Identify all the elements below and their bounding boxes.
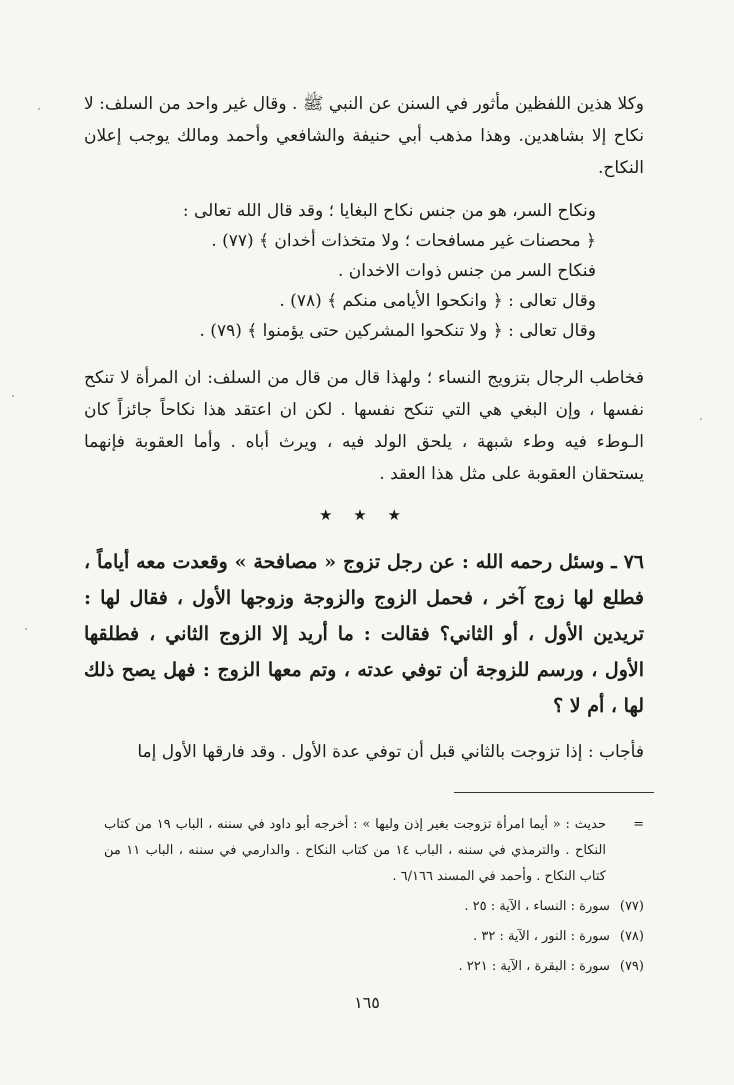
main-text — [84, 88, 644, 768]
footnote-79 — [104, 954, 644, 980]
footnote-text: سورة : البقرة ، الآية : ٢٢١ . — [458, 959, 610, 974]
scan-speck — [38, 108, 40, 110]
section-separator: ★ ★ ★ — [319, 506, 409, 524]
footnote-number: (٧٨) — [619, 929, 644, 944]
block-line: وقال تعالى : ﴿ وانكحوا الأيامى منكم ﴾ (٧٨) . — [279, 291, 596, 311]
footnote-hadith — [104, 812, 644, 890]
footnote-number: (٧٧) — [619, 899, 644, 914]
page-number: ١٦٥ — [354, 993, 380, 1012]
footnote-number: (٧٩) — [619, 959, 644, 974]
footnote-hadith-text: حديث : « أيما امرأة تزوجت بغير إذن وليها » : أخرجه أبو داود في سننه ، الباب ١٩ من كتاب النكاح . والترمذي في سننه ، الباب ١٤ من كتاب النكاح . والدارمي في سننه ، الباب ١١ من كتاب النكاح . وأحمد في المسند ٦/١٦٦ . — [104, 817, 606, 884]
footnote-77 — [104, 894, 644, 920]
scan-speck — [12, 395, 14, 397]
block-line: ونكاح السر، هو من جنس نكاح البغايا ؛ وقد قال الله تعالى : — [182, 201, 596, 221]
footnote-78 — [104, 924, 644, 950]
footnotes — [104, 812, 644, 980]
question-76: ٧٦ ـ وسئل رحمه الله : عن رجل تزوج « مصافحة » وقعدت معه أياماً ، فطلع لها زوج آخر ، فحمل الزوج والزوجة وزوجها الأول ، فقال لها : تريدين الأول ، أو الثاني؟ فقالت : ما أريد إلا الزوج الثاني ، فطلقها الأول ، ورسم للزوجة أن توفي عدته ، وتم معها الزوج : فهل يصح ذلك لها ، أم لا ؟ — [84, 551, 644, 717]
quran-citations-block — [84, 196, 596, 346]
block-line: ﴿ محصنات غير مسافحات ؛ ولا متخذات أخدان ﴾ (٧٧) . — [211, 231, 596, 251]
footnote-divider — [454, 792, 654, 793]
paragraph-intro: وكلا هذين اللفظين مأثور في السنن عن النبي ﷺ . وقال غير واحد من السلف: لا نكاح إلا بشاهدين. وهذا مذهب أبي حنيفة والشافعي وأحمد ومالك يوجب إعلان النكاح. — [84, 94, 644, 178]
block-line: فنكاح السر من جنس ذوات الاخدان . — [338, 261, 596, 281]
answer-start: فأجاب : إذا تزوجت بالثاني قبل أن توفي عدة الأول . وقد فارقها الأول إما — [137, 742, 644, 762]
scan-speck — [25, 628, 27, 630]
footnote-text: سورة : النور ، الآية : ٣٢ . — [473, 929, 610, 944]
block-line: وقال تعالى : ﴿ ولا تنكحوا المشركين حتى يؤمنوا ﴾ (٧٩) . — [199, 321, 596, 341]
scan-speck — [700, 418, 702, 420]
footnote-text: سورة : النساء ، الآية : ٢٥ . — [464, 899, 610, 914]
continuation-marker: = — [633, 817, 644, 832]
paragraph-ruling: فخاطب الرجال بتزويج النساء ؛ ولهذا قال من قال من السلف: ان المرأة لا تنكح نفسها ، وإن البغي هي التي تنكح نفسها . لكن ان اعتقد هذا نكاحاً جائزاً كان الـوطء فيه وطء شبهة ، يلحق الولد فيه ، ويرث أباه . وأما العقوبة فإنهما يستحقان العقوبة على مثل هذا العقد . — [84, 368, 644, 484]
